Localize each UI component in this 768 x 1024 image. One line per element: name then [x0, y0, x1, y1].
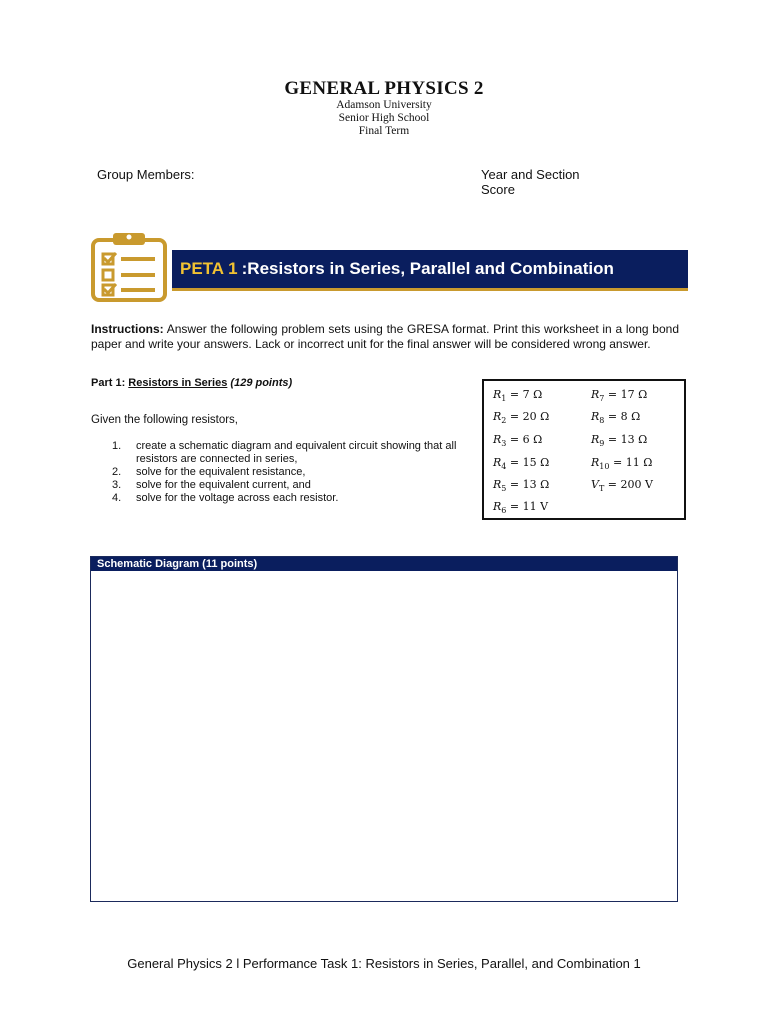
year-section-label: Year and Section	[481, 167, 580, 182]
page-footer: General Physics 2 l Performance Task 1: Resistors in Series, Parallel, and Combination 1	[127, 956, 641, 971]
schematic-diagram-box[interactable]	[90, 556, 678, 902]
list-item: 4. solve for the voltage across each resistor.	[112, 492, 339, 504]
peta-banner	[172, 250, 688, 291]
clipboard-checklist-icon	[89, 230, 167, 302]
part1-points: (129 points)	[227, 377, 293, 389]
steps-list	[112, 440, 472, 505]
instructions-text: Answer the following problem sets using the GRESA format. Print this worksheet in a long bond paper and write your answers. Lack or incorrect unit for the final answer will be considered wrong answer.	[91, 322, 679, 351]
resistor-r3: $R_3 = 6$ Ω	[493, 433, 543, 449]
resistor-r5: $R_5 = 13$ Ω	[493, 478, 550, 494]
list-item: 2. solve for the equivalent resistance,	[112, 466, 306, 478]
instructions-label: Instructions:	[91, 322, 164, 336]
resistor-r7: $R_7 = 17$ Ω	[591, 388, 648, 404]
resistor-r9: $R_9 = 13$ Ω	[591, 433, 648, 449]
list-item: 1. create a schematic diagram and equivalent circuit showing that all resistors are connected in series,	[112, 440, 457, 465]
resistor-r10: $R_{10} = 11$ Ω	[591, 456, 653, 472]
banner-peta-label: PETA 1	[180, 259, 238, 278]
resistor-r1: $R_1 = 7$ Ω	[493, 388, 543, 404]
part1-prefix: Part 1:	[91, 377, 129, 389]
resistor-r8: $R_8 = 8$ Ω	[591, 410, 641, 426]
subtitle-university: Adamson University	[336, 99, 432, 111]
part1-topic: Resistors in Series	[128, 377, 228, 389]
group-members-label: Group Members:	[97, 167, 195, 182]
list-item: 3. solve for the equivalent current, and	[112, 479, 311, 491]
subtitle-term: Final Term	[358, 125, 410, 137]
subtitle-school: Senior High School	[338, 112, 430, 124]
instructions	[91, 322, 679, 352]
banner-title: :Resistors in Series, Parallel and Combination	[241, 259, 614, 278]
resistor-r2: $R_2 = 20$ Ω	[493, 410, 550, 426]
resistor-r6: $R_6 = 11$ V	[493, 500, 549, 516]
resistor-values-box	[482, 379, 686, 520]
document-title: GENERAL PHYSICS 2	[284, 78, 484, 99]
score-label: Score	[481, 182, 515, 197]
total-voltage: $V_T = 200$ V	[591, 478, 653, 494]
part1-heading	[91, 377, 292, 389]
schematic-diagram-header: Schematic Diagram (11 points)	[91, 557, 677, 571]
resistor-r4: $R_4 = 15$ Ω	[493, 456, 550, 472]
given-text: Given the following resistors,	[91, 414, 239, 426]
